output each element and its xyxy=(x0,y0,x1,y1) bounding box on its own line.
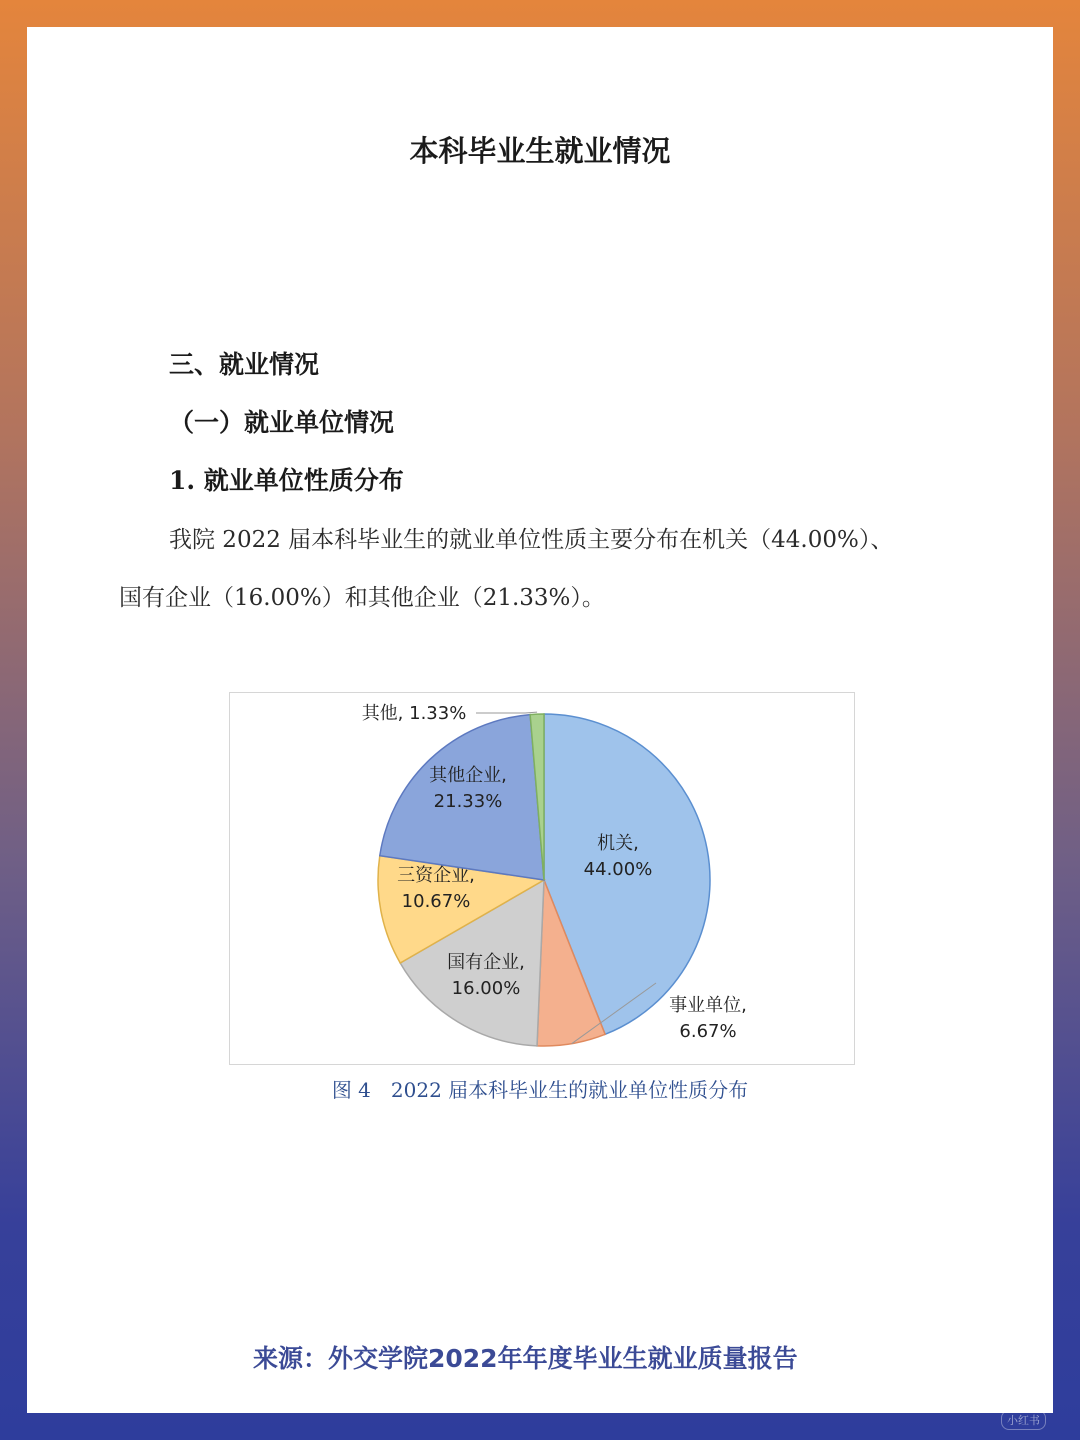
slice-name-label-0: 机关, xyxy=(597,833,639,854)
subsection-heading: （一）就业单位情况 xyxy=(169,408,395,437)
slice-value-label-3: 10.67% xyxy=(401,891,471,912)
document-page xyxy=(27,27,1053,1413)
document-title: 本科毕业生就业情况 xyxy=(409,134,671,168)
figure-caption: 图 4 2022 届本科毕业生的就业单位性质分布 xyxy=(331,1078,749,1102)
watermark-logo: 小红书 xyxy=(1001,1410,1046,1430)
pie-chart xyxy=(230,693,856,1066)
subsubsection-heading: 1. 就业单位性质分布 xyxy=(169,466,404,495)
source-note: 来源：外交学院2022年年度毕业生就业质量报告 xyxy=(253,1344,798,1373)
slice-name-label-2: 国有企业, xyxy=(447,952,525,973)
slice-label-5: 其他, 1.33% xyxy=(361,703,467,724)
pie-chart-frame xyxy=(229,692,855,1065)
slice-name-label-4: 其他企业, xyxy=(429,765,507,786)
paragraph-line-1: 我院 2022 届本科毕业生的就业单位性质主要分布在机关（44.00%）、 xyxy=(169,527,894,553)
paragraph-line-2: 国有企业（16.00%）和其他企业（21.33%）。 xyxy=(119,585,605,611)
slice-value-label-4: 21.33% xyxy=(433,791,503,812)
slice-value-label-2: 16.00% xyxy=(451,978,521,999)
slice-name-label-3: 三资企业, xyxy=(397,865,475,886)
leader-line-5 xyxy=(476,712,537,713)
section-heading: 三、就业情况 xyxy=(169,350,320,379)
slice-value-label-0: 44.00% xyxy=(583,859,653,880)
slice-value-label-1: 6.67% xyxy=(679,1021,737,1042)
slice-name-label-1: 事业单位, xyxy=(669,995,747,1016)
